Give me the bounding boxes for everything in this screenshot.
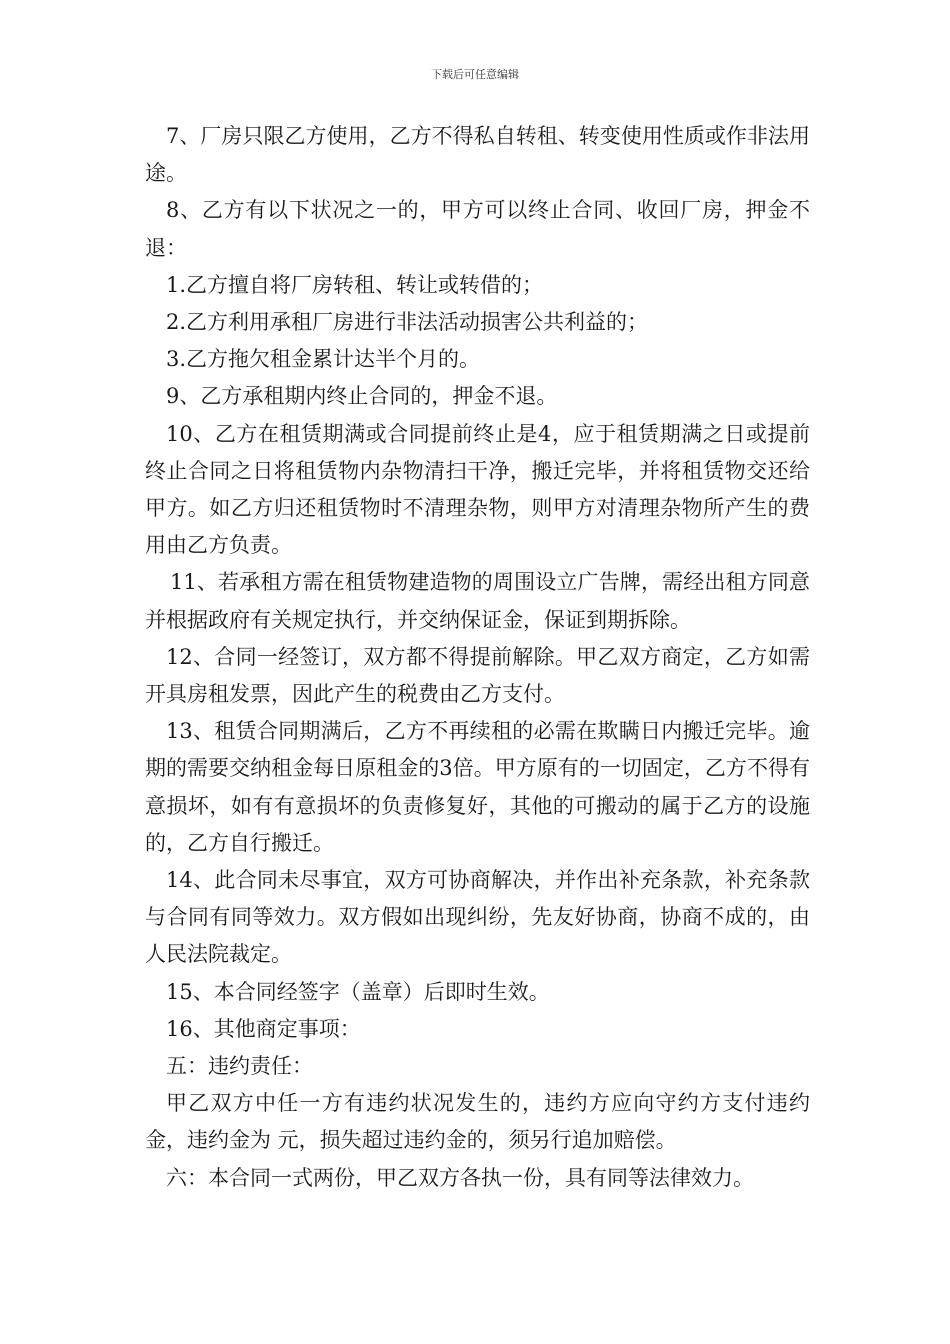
section-copies: 六：本合同一式两份，甲乙双方各执一份，具有同等法律效力。 [166,1165,754,1190]
paragraph-clause-10: 10、乙方在租赁期满或合同提前终止是4，应于租赁期满之日或提前终止合同之日将租赁物内杂物清扫干净，搬迁完毕，并将租赁物交还给甲方。如乙方归还租赁物时不清理杂物，则甲方对清理杂物所产生的费用由乙方负责。 [145,421,810,558]
paragraph-clause-12: 12、合同一经签订，双方都不得提前解除。甲乙双方商定，乙方如需开具房租发票，因此产生的税费由乙方支付。 [145,644,810,707]
page-header: 下载后可任意编辑 [431,68,519,81]
paragraph-clause-15: 15、本合同经签字（盖章）后即时生效。 [166,979,550,1004]
paragraph-clause-14: 14、此合同未尽事宜，双方可协商解决，并作出补充条款，补充条款与合同有同等效力。双方假如出现纠纷，先友好协商，协商不成的，由人民法院裁定。 [145,868,810,967]
section-heading-breach: 五：违约责任： [166,1054,313,1079]
paragraph-clause-8-item-2: 2.乙方利用承租厂房进行非法活动损害公共利益的； [166,310,649,335]
paragraph-clause-7: 7、厂房只限乙方使用，乙方不得私自转租、转变使用性质或作非法用途。 [145,124,810,186]
paragraph-clause-13: 13、租赁合同期满后，乙方不再续租的必需在欺瞒日内搬迁完毕。逾期的需要交纳租金每日原租金的3倍。甲方原有的一切固定，乙方不得有意损坏，如有有意损坏的负责修复好，其他的可搬动的属于乙方的设施的，乙方自行搬迁。 [145,719,810,855]
paragraph-breach-liability: 甲乙双方中任一方有违约状况发生的，违约方应向守约方支付违约金，违约金为 元，损失超过违约金的，须另行追加赔偿。 [145,1091,810,1153]
paragraph-clause-8: 8、乙方有以下状况之一的，甲方可以终止合同、收回厂房，押金不退： [145,198,810,260]
document-body [145,118,810,1197]
paragraph-clause-8-item-1: 1.乙方擅自将厂房转租、转让或转借的； [166,272,544,297]
paragraph-clause-9: 9、乙方承租期内终止合同的，押金不退。 [166,384,558,409]
paragraph-clause-8-item-3: 3.乙方拖欠租金累计达半个月的。 [166,347,481,372]
paragraph-clause-11: 11、若承租方需在租赁物建造物的周围设立广告牌，需经出租方同意并根据政府有关规定执行，并交纳保证金，保证到期拆除。 [145,570,810,632]
paragraph-clause-16: 16、其他商定事项： [166,1016,361,1041]
